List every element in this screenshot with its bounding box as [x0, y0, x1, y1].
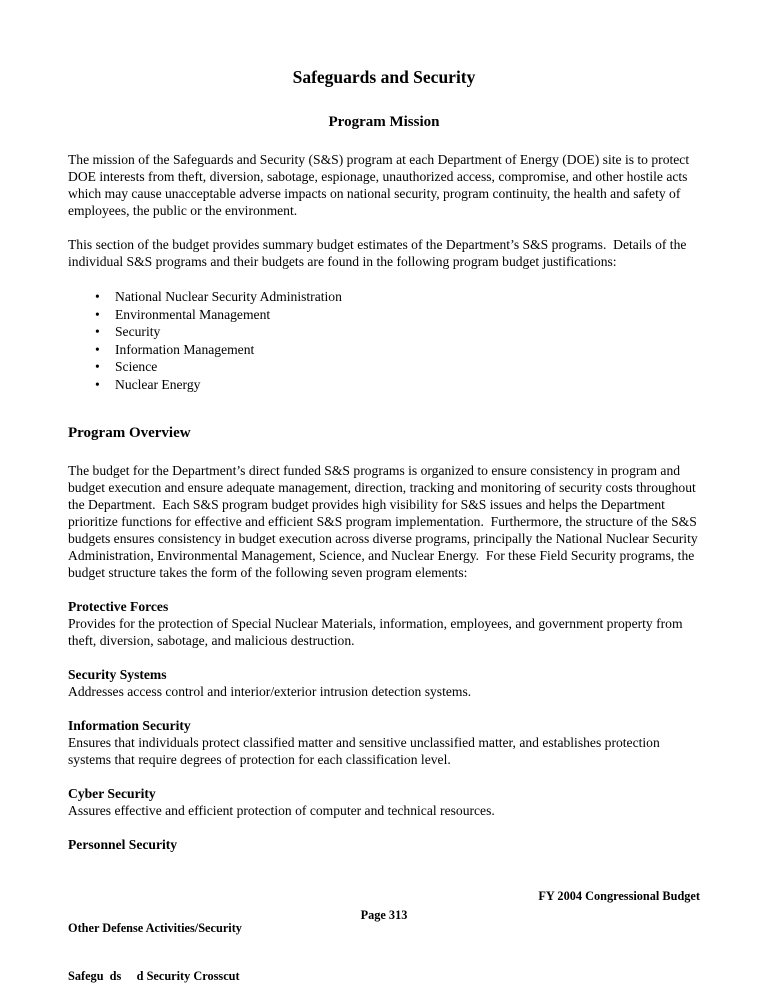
- bullet-item-environmental-management: [95, 306, 700, 324]
- element-heading: Cyber Security: [68, 786, 156, 801]
- bullet-item-label: Information Management: [115, 341, 255, 357]
- footer-report-subtitle: Safegu ds d Security Crosscut: [68, 969, 240, 983]
- bullet-dot-icon: •: [95, 376, 100, 392]
- bullet-dot-icon: •: [95, 359, 100, 374]
- bullet-item-label: Nuclear Energy: [115, 376, 201, 392]
- bullet-item-information-management: [95, 341, 700, 359]
- element-body: Addresses access control and interior/exterior intrusion detection systems.: [68, 684, 472, 699]
- bullet-item-security: [95, 323, 700, 341]
- program-element-personnel-security: [68, 836, 700, 853]
- bullet-item-label: Science: [115, 359, 158, 374]
- mission-paragraph-1: The mission of the Safeguards and Security (S&S) program at each Department of Energy (DOE) site is to protect DOE interests from theft, diversion, sabotage, espionage, unauthorized access, compromise, and other hostile acts which may cause unacceptable adverse impacts on national security, program continuity, the health and safety of employees, the public or the environment.: [68, 152, 693, 218]
- program-element-information-security: [68, 717, 700, 768]
- bullet-item-label: National Nuclear Security Administration: [115, 289, 342, 304]
- bullet-item-science: [95, 358, 700, 376]
- element-heading: Personnel Security: [68, 837, 178, 852]
- program-element-protective-forces: [68, 598, 700, 649]
- program-element-security-systems: [68, 666, 700, 700]
- program-bullet-list: [68, 288, 700, 393]
- section-heading-program-overview: Program Overview: [68, 425, 191, 441]
- bullet-item-label: Security: [115, 324, 161, 339]
- bullet-dot-icon: •: [95, 324, 100, 339]
- element-heading: Information Security: [68, 718, 191, 733]
- program-element-cyber-security: [68, 785, 700, 819]
- footer-left-block: [68, 888, 242, 994]
- element-heading: Protective Forces: [68, 599, 169, 614]
- footer-budget-label: FY 2004 Congressional Budget: [538, 889, 700, 903]
- bullet-dot-icon: •: [95, 341, 100, 357]
- bullet-dot-icon: •: [95, 289, 100, 304]
- element-body: Assures effective and efficient protection of computer and technical resources.: [68, 803, 495, 818]
- footer-page-number: Page 313: [360, 908, 408, 922]
- mission-paragraph-2: This section of the budget provides summary budget estimates of the Department’s S&S programs. Details of the individual S&S programs and their budgets are found in the following program budget justifications:: [68, 237, 690, 269]
- bullet-dot-icon: •: [95, 306, 100, 322]
- element-body: Ensures that individuals protect classified matter and sensitive unclassified matter, and establishes protection systems that require degrees of protection for each classification level.: [68, 735, 664, 767]
- element-heading: Security Systems: [68, 667, 167, 682]
- bullet-item-nuclear-energy: [95, 376, 700, 394]
- overview-paragraph: The budget for the Department’s direct funded S&S programs is organized to ensure consistency in program and budget execution and ensure adequate management, direction, tracking and monitoring of security costs throughout the Department. Each S&S program budget provides high visibility for S&S issues and helps the Department prioritize functions for effective and efficient S&S program implementation. Furthermore, the structure of the S&S budgets ensures consistency in budget execution across diverse programs, principally the National Nuclear Security Administration, Environmental Management, Science, and Nuclear Energy. For these Field Security programs, the budget structure takes the form of the following seven program elements:: [68, 463, 701, 580]
- bullet-item-nnsa: [95, 288, 700, 306]
- section-heading-program-mission: Program Mission: [328, 114, 440, 130]
- document-title: Safeguards and Security: [292, 67, 476, 87]
- page-footer: [68, 888, 700, 983]
- footer-report-title: Other Defense Activities/Security: [68, 921, 242, 935]
- bullet-item-label: Environmental Management: [115, 306, 271, 322]
- element-body: Provides for the protection of Special Nuclear Materials, information, employees, and government property from theft, diversion, sabotage, and malicious destruction.: [68, 616, 686, 648]
